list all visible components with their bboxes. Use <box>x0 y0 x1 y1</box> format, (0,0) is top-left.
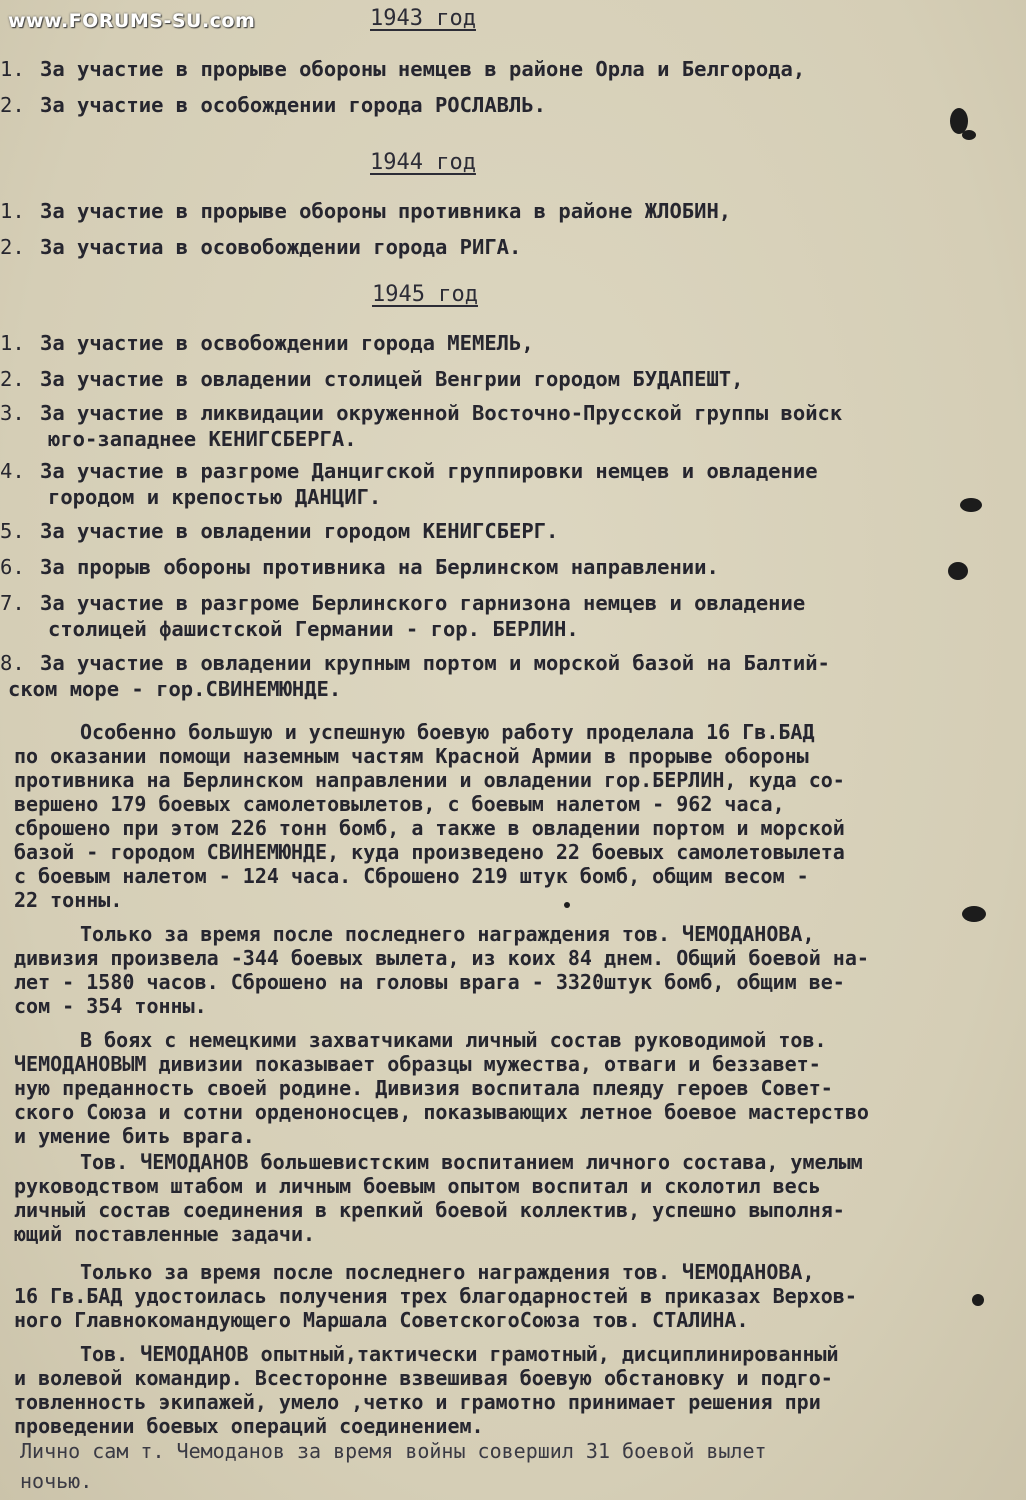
paragraph-line: Тов. ЧЕМОДАНОВ опытный,тактически грамотный, дисциплинированный <box>80 1342 839 1366</box>
paragraph <box>14 1260 1014 1332</box>
list-item <box>0 234 1010 260</box>
paragraph-line: дивизия произвела -344 боевых вылета, из коих 84 днем. Общий боевой на- <box>14 946 869 970</box>
item-text-continued: ском море - гор.СВИНЕМЮНДЕ. <box>8 677 342 701</box>
paragraph-line: ЧЕМОДАНОВЫМ дивизии показывает образцы мужества, отваги и беззавет- <box>14 1052 821 1076</box>
list-item <box>0 458 1010 510</box>
item-text: За участие в разгроме Берлинского гарнизона немцев и овладение <box>40 591 806 615</box>
year-heading-1943: 1943 год <box>370 6 476 31</box>
item-number: 2. <box>0 367 25 391</box>
paragraph-line: Тов. ЧЕМОДАНОВ большевистским воспитанием личного состава, умелым <box>80 1150 863 1174</box>
item-text-continued: городом и крепостью ДАНЦИГ. <box>48 485 382 509</box>
paragraph <box>14 1150 1014 1246</box>
paragraph-line: лет - 1580 часов. Сброшено на головы врага - 3320штук бомб, общим ве- <box>14 970 845 994</box>
list-item <box>0 650 1010 702</box>
item-number: 8. <box>0 651 25 675</box>
item-number: 4. <box>0 459 25 483</box>
paragraph <box>14 1342 1014 1438</box>
year-heading-1944: 1944 год <box>370 150 476 175</box>
paragraph-line: ную преданность своей родине. Дивизия воспитала плеяду героев Совет- <box>14 1076 833 1100</box>
item-text: За участие в прорыве обороны немцев в районе Орла и Белгорода, <box>40 57 806 81</box>
list-item <box>0 198 1010 224</box>
paragraph-line: базой - городом СВИНЕМЮНДЕ, куда произведено 22 боевых самолетовылета <box>14 840 845 864</box>
paragraph-line: с боевым налетом - 124 часа. Сброшено 219 штук бомб, общим весом - <box>14 864 809 888</box>
item-text: За участие в разгроме Данцигской группировки немцев и овладение <box>40 459 818 483</box>
paragraph-line: 16 Гв.БАД удостоилась получения трех благодарностей в приказах Верхов- <box>14 1284 857 1308</box>
paragraph-line: проведении боевых операций соединением. <box>14 1414 484 1438</box>
paragraph <box>14 1028 1014 1148</box>
item-number: 1. <box>0 199 25 223</box>
item-text-continued: столицей фашистской Германии - гор. БЕРЛИН. <box>48 617 579 641</box>
paragraph-line: В боях с немецкими захватчиками личный состав руководимой тов. <box>80 1028 827 1052</box>
paragraph <box>14 922 1014 1018</box>
ink-dot <box>564 902 570 908</box>
watermark: www.FORUMS-SU.com <box>8 10 256 32</box>
paragraph-line: товленность экипажей, умело ,четко и грамотно принимает решения при <box>14 1390 821 1414</box>
item-number: 1. <box>0 331 25 355</box>
item-text: За участие в овладении городом КЕНИГСБЕРГ. <box>40 519 559 543</box>
item-number: 1. <box>0 57 25 81</box>
paragraph-line: сом - 354 тонны. <box>14 994 207 1018</box>
paragraph-line: сброшено при этом 226 тонн бомб, а также в овладении портом и морской <box>14 816 845 840</box>
ink-blot <box>962 130 976 140</box>
item-text: За участиа в осовобождении города РИГА. <box>40 235 522 259</box>
list-item <box>0 56 1010 82</box>
ink-blot <box>972 1294 984 1306</box>
paragraph-line: руководством штабом и личным боевым опытом воспитал и сколотил весь <box>14 1174 821 1198</box>
item-text: За участие в прорыве обороны противника в районе ЖЛОБИН, <box>40 199 732 223</box>
paragraph-line: вершено 179 боевых самолетовылетов, с боевым налетом - 962 часа, <box>14 792 785 816</box>
ink-blot <box>948 562 968 580</box>
item-text: За участие в ликвидации окруженной Восточно-Прусской группы войск <box>40 401 843 425</box>
item-text: За участие в освобождении города МЕМЕЛЬ, <box>40 331 534 355</box>
paragraph <box>14 720 1014 912</box>
list-item <box>0 590 1010 642</box>
list-item <box>0 92 1010 118</box>
item-text: За участие в овладении столицей Венгрии городом БУДАПЕШТ, <box>40 367 744 391</box>
item-number: 2. <box>0 93 25 117</box>
year-heading-1945: 1945 год <box>372 282 478 307</box>
paragraph-line: Только за время после последнего награждения тов. ЧЕМОДАНОВА, <box>80 922 815 946</box>
paragraph-line: ского Союза и сотни орденоносцев, показывающих летное боевое мастерство <box>14 1100 869 1124</box>
item-text-continued: юго-западнее КЕНИГСБЕРГА. <box>48 427 357 451</box>
item-text: За прорыв обороны противника на Берлинском направлении. <box>40 555 719 579</box>
item-number: 5. <box>0 519 25 543</box>
list-item <box>0 554 1010 580</box>
paragraph-line: личный состав соединения в крепкий боевой коллектив, успешно выполня- <box>14 1198 845 1222</box>
item-number: 7. <box>0 591 25 615</box>
ink-blot <box>960 498 982 512</box>
paragraph-line: и волевой командир. Всесторонне взвешивая боевую обстановку и подго- <box>14 1366 833 1390</box>
ink-blot <box>962 906 986 922</box>
closing-line: ночью. <box>20 1469 93 1493</box>
paragraph-line: ющий поставленные задачи. <box>14 1222 316 1246</box>
list-item <box>0 400 1010 452</box>
item-number: 3. <box>0 401 25 425</box>
closing-note <box>20 1436 767 1496</box>
paragraph-line: 22 тонны. <box>14 888 123 912</box>
paragraph-line: по оказании помощи наземным частям Красной Армии в прорыве обороны <box>14 744 809 768</box>
paragraph-line: Только за время после последнего награждения тов. ЧЕМОДАНОВА, <box>80 1260 815 1284</box>
item-number: 6. <box>0 555 25 579</box>
list-item <box>0 366 1010 392</box>
paragraph-line: Особенно большую и успешную боевую работу проделала 16 Гв.БАД <box>80 720 815 744</box>
item-text: За участие в овладении крупным портом и морской базой на Балтий- <box>40 651 830 675</box>
item-text: За участие в особождении города РОСЛАВЛЬ. <box>40 93 547 117</box>
paragraph-line: противника на Берлинском направлении и овладении гор.БЕРЛИН, куда со- <box>14 768 845 792</box>
list-item <box>0 518 1010 544</box>
paragraph-line: ного Главнокомандующего Маршала СоветскогоСоюза тов. СТАЛИНА. <box>14 1308 749 1332</box>
paragraph-line: и умение бить врага. <box>14 1124 255 1148</box>
item-number: 2. <box>0 235 25 259</box>
closing-line: Лично сам т. Чемоданов за время войны совершил 31 боевой вылет <box>20 1439 767 1463</box>
list-item <box>0 330 1010 356</box>
